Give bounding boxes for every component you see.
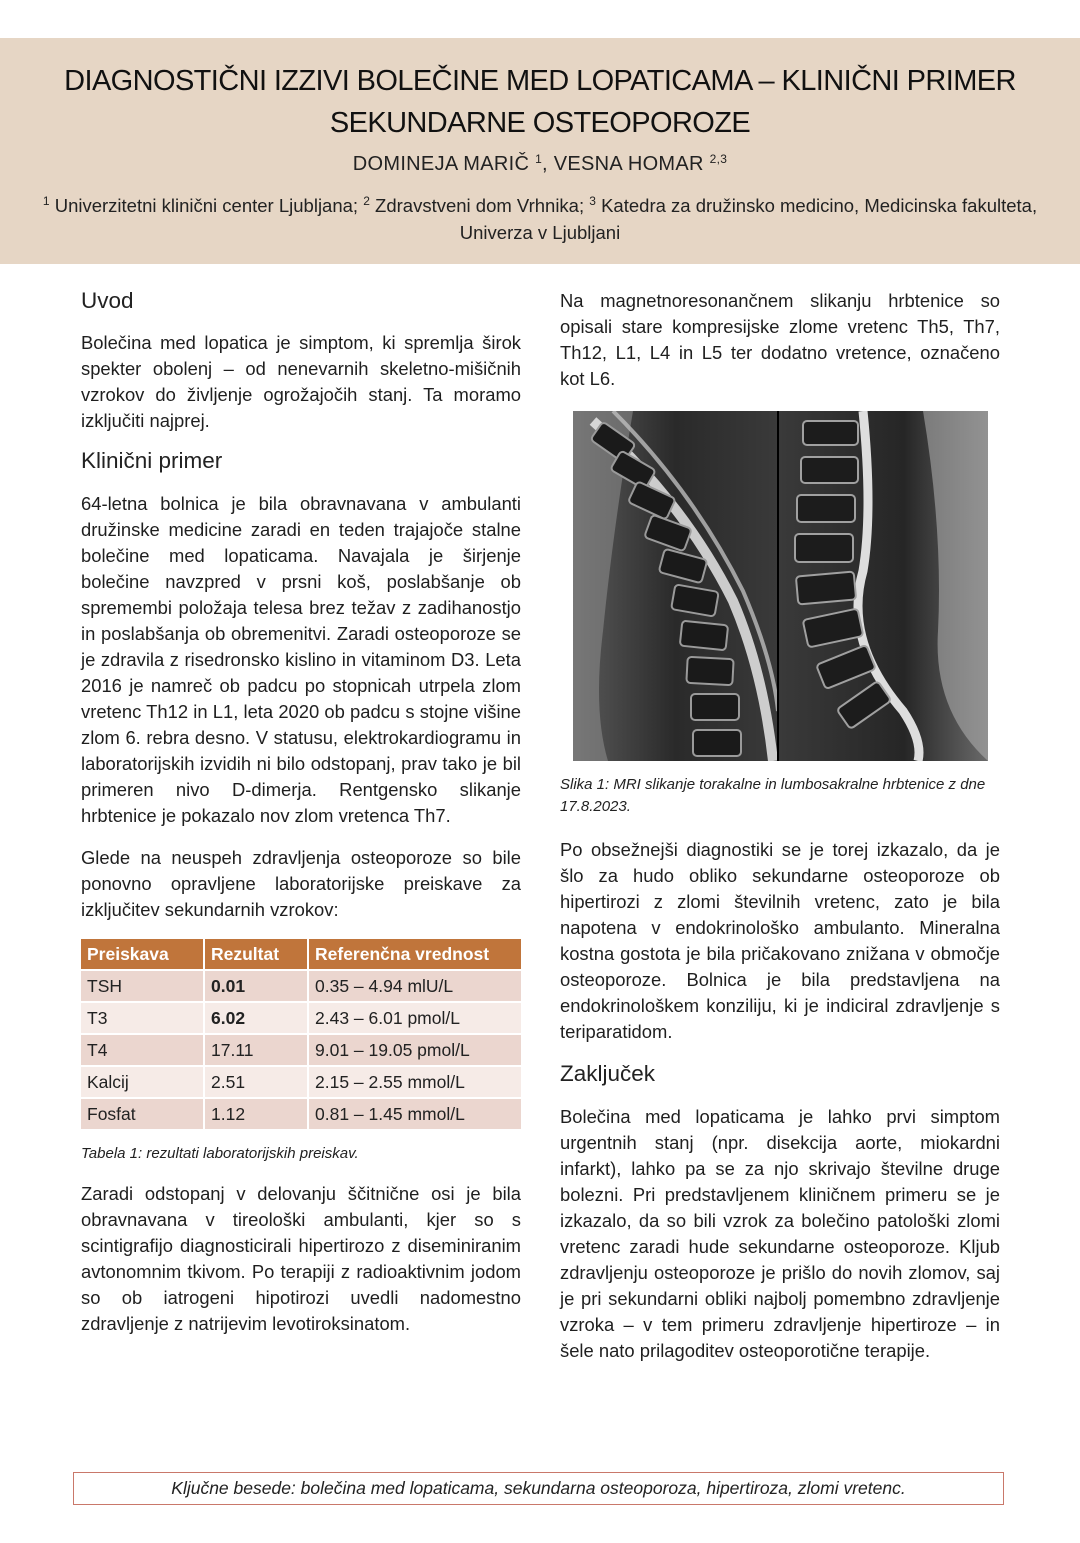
table-cell: Kalcij — [81, 1065, 205, 1097]
affiliation: Zdravstveni dom Vrhnika; — [375, 195, 585, 216]
uvod-paragraph: Bolečina med lopatica je simptom, ki spremlja širok spekter obolenj – od nenevarnih skeletno-mišičnih vzrokov do življenje ogrožajočih stanj. Ta moramo izključiti najprej. — [81, 332, 521, 431]
table-cell: 17.11 — [205, 1033, 309, 1065]
table-row — [81, 1097, 521, 1129]
section-heading-klinicni-primer: Klinični primer — [81, 448, 223, 473]
affiliation-mark: 3 — [589, 194, 596, 208]
table-cell: 2.51 — [205, 1065, 309, 1097]
table-cell: 0.01 — [205, 969, 309, 1001]
poster-title: DIAGNOSTIČNI IZZIVI BOLEČINE MED LOPATICAMA – KLINIČNI PRIMER SEKUNDARNE OSTEOPOROZE — [64, 65, 1016, 139]
table-cell: T3 — [81, 1001, 205, 1033]
mri-spine-image — [573, 411, 988, 761]
section-heading-zakljucek: Zaključek — [560, 1061, 656, 1086]
affiliation-mark: 2 — [363, 194, 370, 208]
keywords-text: Ključne besede: bolečina med lopaticama, sekundarna osteoporoza, hipertiroza, zlomi vretenc. — [171, 1478, 906, 1498]
table-row — [81, 1065, 521, 1097]
author-name: VESNA HOMAR — [553, 153, 704, 175]
table-cell: 2.43 – 6.01 pmol/L — [309, 1001, 521, 1033]
affiliations — [40, 192, 1040, 246]
table-cell: TSH — [81, 969, 205, 1001]
table-cell: 9.01 – 19.05 pmol/L — [309, 1033, 521, 1065]
table-cell: 0.35 – 4.94 mlU/L — [309, 969, 521, 1001]
po-paragraph: Po obsežnejši diagnostiki se je torej izkazalo, da je šlo za hudo obliko sekundarne osteoporoze ob hipertirozi z zlomi številnih vretenc, zato je bila napotena v endokrinološko ambulanto. Mineralna kostna gostota je bila pričakovano znižana v območje osteoporoze. Bolnica je bila predstavljena na endokrinološkem konziliju, ki je indiciral zdravljenje s teriparatidom. — [560, 839, 1000, 1042]
klinicni-primer-paragraph: 64-letna bolnica je bila obravnavana v ambulanti družinske medicine zaradi en teden trajajoče stalne bolečine med lopaticama. Navajala je širjenje bolečine navzpred v prsni koš, poslabšanje ob spremembi položaja telesa brez težav z zadihanostjo in poslabšanja ob obremenitvi. Zaradi osteoporoze se je zdravila z risedronsko kislino in vitaminom D3. Leta 2016 je namreč ob padcu po stopnicah utrpela zlom vretenc Th12 in L1, leta 2020 ob padcu s stojne višine zlom 6. rebra desno. V statusu, elektrokardiogramu in laboratorijskih izvidih ni bilo odstopanj, prav tako je bil primeren nivo D-dimerja. Rentgensko slikanje hrbtenice je pokazalo nov zlom vretenca Th7. — [81, 493, 521, 826]
table-row — [81, 1033, 521, 1065]
table-caption: Tabela 1: rezultati laboratorijskih preiskav. — [81, 1145, 359, 1162]
author-name: DOMINEJA MARIČ — [352, 153, 530, 175]
table-row — [81, 969, 521, 1001]
zakljucek-paragraph: Bolečina med lopaticama je lahko prvi simptom urgentnih stanj (npr. disekcija aorte, miokardni infarkt), lahko pa se za njo skrivajo številne druge bolezni. Pri predstavljenem kliničnem primeru se je izkazalo, da so bili vzrok za bolečino patološki zlomi vretenc zaradi hude sekundarne osteoporoze. Kljub zdravljenju osteoporoze je prišlo do novih zlomov, saj je pri sekundarni obliki najbolj pomembno zdravljenje vzroka – v tem primeru zdravljenje hipertiroze – in šele nato prilagoditev osteoporotične terapije. — [560, 1106, 1000, 1361]
authors-line: DOMINEJA MARIČ $^1$, VESNA HOMAR $^{2,3}$ — [352, 152, 728, 175]
mri-paragraph: Na magnetnoresonančnem slikanju hrbtenice so opisali stare kompresijske zlome vretenc Th5, Th7, Th12, L1, L4 in L5 ter dodatno vretence, označeno kot L6. — [560, 290, 1000, 389]
author-affiliation-mark: 2,3 — [709, 152, 728, 166]
section-heading-uvod: Uvod — [81, 288, 134, 313]
table-header-cell: Rezultat — [205, 939, 309, 969]
table-cell: 0.81 – 1.45 mmol/L — [309, 1097, 521, 1129]
table-cell: Fosfat — [81, 1097, 205, 1129]
affiliation: Katedra za družinsko medicino, Medicinska fakulteta, Univerza v Ljubljani — [459, 195, 1038, 243]
zaradi-paragraph: Zaradi odstopanj v delovanju ščitnične osi je bila obravnavana v tireološki ambulanti, kjer so s scintigrafijo diagnosticirali hipertirozo z diseminiranim avtonomnim tkivom. Po terapiji z radioaktivnim jodom so ob iatrogeni hipotirozi uvedli nadomestno zdravljenje z natrijevim levotiroksinatom. — [81, 1183, 521, 1334]
poster-header — [0, 38, 1080, 264]
keywords-box — [73, 1472, 1004, 1505]
glede-paragraph: Glede na neuspeh zdravljenja osteoporoze so bile ponovno opravljene laboratorijske preiskave za izključitev sekundarnih vzrokov: — [81, 847, 521, 920]
table-cell: 6.02 — [205, 1001, 309, 1033]
mri-spine-illustration — [573, 411, 988, 761]
figure-caption: Slika 1: MRI slikanje torakalne in lumbosakralne hrbtenice z dne 17.8.2023. — [560, 776, 986, 815]
affiliation-mark: 1 — [42, 194, 50, 208]
table-header-row — [81, 939, 521, 969]
author-affiliation-mark: 1 — [535, 152, 543, 166]
table-row — [81, 1001, 521, 1033]
left-column — [81, 284, 521, 1337]
table-header-cell: Preiskava — [81, 939, 205, 969]
table-cell: 2.15 – 2.55 mmol/L — [309, 1065, 521, 1097]
table-cell: 1.12 — [205, 1097, 309, 1129]
lab-results-table — [81, 939, 521, 1129]
table-header-cell: Referenčna vrednost — [309, 939, 521, 969]
table-cell: T4 — [81, 1033, 205, 1065]
affiliation: Univerzitetni klinični center Ljubljana; — [54, 195, 359, 216]
